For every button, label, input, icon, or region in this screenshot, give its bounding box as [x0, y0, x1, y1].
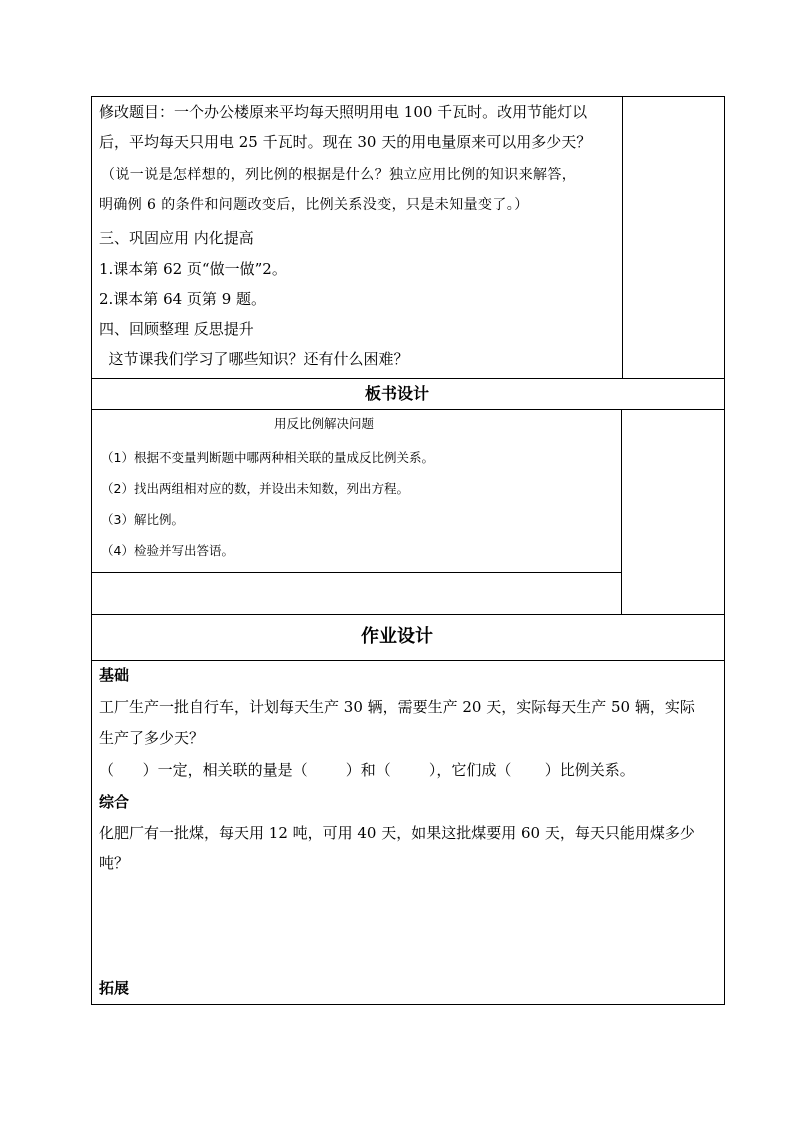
- board-design-step: （1）根据不变量判断题中哪两种相关联的量成反比例关系。: [101, 450, 434, 465]
- board-design-step: （3）解比例。: [101, 512, 184, 527]
- lesson-line: 后，平均每天只用电 25 千瓦时。现在 30 天的用电量原来可以用多少天？: [99, 133, 592, 151]
- board-design-header: 板书设计: [364, 384, 429, 403]
- lesson-line: 明确例 6 的条件和问题改变后，比例关系没变，只是未知量变了。）: [99, 197, 529, 213]
- board-design-header-line: [91, 409, 725, 410]
- lesson-heading: 四、回顾整理 反思提升: [99, 320, 254, 338]
- lesson-line: 修改题目：一个办公楼原来平均每天照明用电 100 千瓦时。改用节能灯以: [99, 103, 588, 121]
- homework-design-table: [91, 614, 725, 1005]
- board-design-step: （2）找出两组相对应的数，并设出未知数，列出方程。: [101, 481, 409, 496]
- homework-extension-label: 拓展: [99, 979, 130, 997]
- board-design-title: 用反比例解决问题: [274, 416, 375, 431]
- homework-basic-label: 基础: [99, 666, 130, 684]
- lesson-line: 这节课我们学习了哪些知识？还有什么困难？: [99, 350, 409, 368]
- homework-design-header: 作业设计: [361, 626, 433, 647]
- homework-comprehensive-line: 化肥厂有一批煤，每天用 12 吨，可用 40 天，如果这批煤要用 60 天，每天只能用煤多少: [99, 824, 695, 842]
- lesson-line: （说一说是怎样想的，列比例的根据是什么？独立应用比例的知识来解答，: [101, 167, 577, 183]
- lesson-heading: 三、巩固应用 内化提高: [99, 229, 254, 247]
- board-design-step: （4）检验并写出答语。: [101, 543, 234, 558]
- homework-header-line: [91, 660, 725, 661]
- board-design-inner-line: [91, 572, 621, 573]
- board-design-table: [91, 378, 725, 615]
- homework-comprehensive-label: 综合: [99, 793, 130, 811]
- homework-basic-line: 生产了多少天？: [99, 729, 205, 747]
- board-design-divider: [621, 409, 622, 615]
- lesson-table-divider: [622, 96, 623, 379]
- homework-comprehensive-line: 吨？: [99, 854, 130, 872]
- lesson-line: 1.课本第 62 页“做一做”2。: [99, 260, 287, 278]
- homework-basic-line: 工厂生产一批自行车，计划每天生产 30 辆，需要生产 20 天，实际每天生产 50 辆，实际: [99, 698, 695, 716]
- homework-basic-fill-blank: （ ）一定，相关联的量是（ ）和（ ），它们成（ ）比例关系。: [99, 761, 635, 779]
- lesson-line: 2.课本第 64 页第 9 题。: [99, 290, 267, 308]
